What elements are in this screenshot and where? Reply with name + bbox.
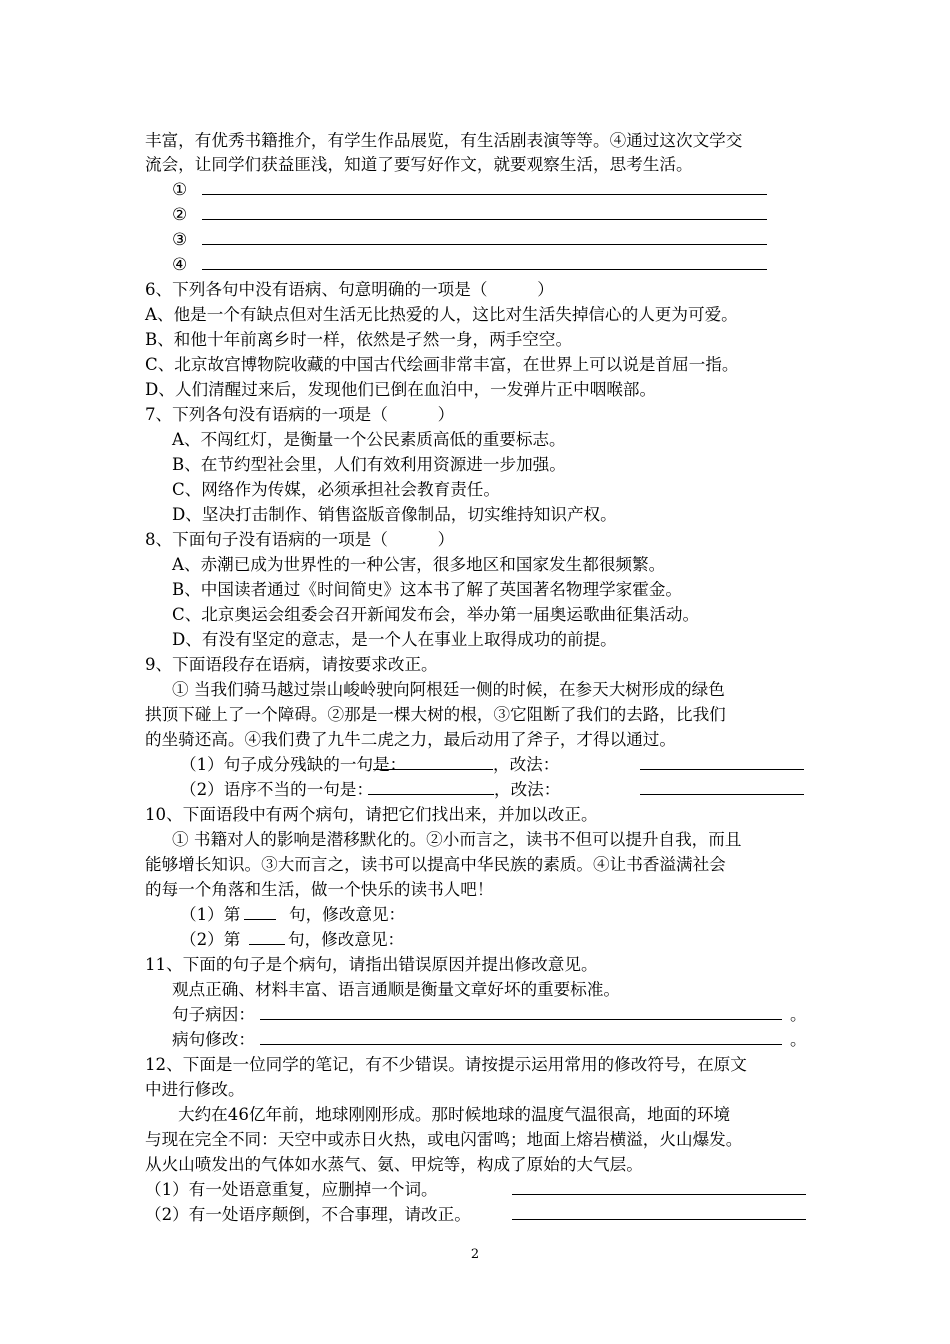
answer-blank[interactable] (640, 769, 804, 770)
answer-blank[interactable] (202, 269, 767, 270)
answer-number: ② (172, 205, 188, 225)
answer-blank[interactable] (202, 194, 767, 195)
prompt-label: 句，修改意见： (288, 930, 405, 949)
option-d: D、人们清醒过来后，发现他们已倒在血泊中，一发弹片正中咽喉部。 (145, 380, 657, 399)
text-line: 流会，让同学们获益匪浅，知道了要写好作文，就要观察生活，思考生活。 (145, 155, 693, 174)
answer-blank[interactable] (249, 944, 285, 945)
option-a: A、赤潮已成为世界性的一种公害，很多地区和国家发生都很频繁。 (172, 555, 666, 574)
question-6: 6、下列各句中没有语病、句意明确的一项是（ ） (145, 280, 554, 299)
answer-blank[interactable] (260, 1044, 782, 1045)
question-10: 10、下面语段中有两个病句，请把它们找出来，并加以改正。 (145, 805, 598, 824)
passage-line: 与现在完全不同：天空中或赤日火热，或电闪雷鸣；地面上熔岩横溢，火山爆发。 (145, 1130, 743, 1149)
option-b: B、和他十年前离乡时一样，依然是孑然一身，两手空空。 (145, 330, 573, 349)
question-7: 7、下列各句没有语病的一项是（ ） (145, 405, 455, 424)
prompt-label: （2）第 (180, 930, 241, 949)
option-b: B、中国读者通过《时间简史》这本书了解了英国著名物理学家霍金。 (172, 580, 683, 599)
passage-line: 的每一个角落和生活，做一个快乐的读书人吧！ (145, 880, 494, 899)
passage-line: 拱顶下碰上了一个障碍。②那是一棵大树的根，③它阻断了我们的去路，比我们 (145, 705, 726, 724)
page-number: 2 (470, 1247, 480, 1262)
passage-line: 大约在46亿年前，地球刚刚形成。那时候地球的温度气温很高，地面的环境 (178, 1105, 731, 1124)
prompt-label: ，改法： (494, 780, 561, 799)
answer-blank[interactable] (202, 219, 767, 220)
question-12-cont: 中进行修改。 (145, 1080, 245, 1099)
prompt-label: 句，修改意见： (289, 905, 406, 924)
passage-line: 的坐骑还高。④我们费了九牛二虎之力，最后动用了斧子，才得以通过。 (145, 730, 676, 749)
period-mark: 。 (790, 1030, 807, 1049)
prompt-label: 句子病因： (172, 1005, 255, 1024)
option-b: B、在节约型社会里，人们有效利用资源进一步加强。 (172, 455, 566, 474)
period-mark: 。 (790, 1005, 807, 1024)
option-c: C、北京奥运会组委会召开新闻发布会，举办第一届奥运歌曲征集活动。 (172, 605, 700, 624)
option-c: C、北京故宫博物院收藏的中国古代绘画非常丰富，在世界上可以说是首屈一指。 (145, 355, 739, 374)
prompt-label: ，改法： (493, 755, 560, 774)
answer-number: ④ (172, 255, 188, 275)
answer-blank[interactable] (202, 244, 767, 245)
passage-line: ① 书籍对人的影响是潜移默化的。②小而言之，读书不但可以提升自我，而且 (172, 830, 742, 849)
answer-number: ① (172, 180, 188, 200)
prompt-label: 病句修改： (172, 1030, 255, 1049)
answer-blank[interactable] (260, 1019, 782, 1020)
option-d: D、坚决打击制作、销售盗版音像制品，切实维持知识产权。 (172, 505, 617, 524)
question-11: 11、下面的句子是个病句，请指出错误原因并提出修改意见。 (145, 955, 598, 974)
text-line: 丰富，有优秀书籍推介，有学生作品展览，有生活剧表演等等。④通过这次文学交 (145, 131, 743, 150)
prompt-label: （2）语序不当的一句是： (180, 780, 374, 799)
answer-blank[interactable] (368, 794, 494, 795)
answer-blank[interactable] (512, 1219, 806, 1220)
option-a: A、不闯红灯，是衡量一个公民素质高低的重要标志。 (172, 430, 566, 449)
answer-blank[interactable] (244, 919, 276, 920)
question-8: 8、下面句子没有语病的一项是（ ） (145, 530, 455, 549)
option-c: C、网络作为传媒，必须承担社会教育责任。 (172, 480, 500, 499)
answer-blank[interactable] (512, 1194, 806, 1195)
prompt-label: （1）有一处语意重复，应删掉一个词。 (145, 1180, 438, 1199)
prompt-label: （1）第 (180, 905, 241, 924)
passage-line: 从火山喷发出的气体如水蒸气、氨、甲烷等，构成了原始的大气层。 (145, 1155, 643, 1174)
prompt-label: （2）有一处语序颠倒，不合事理，请改正。 (145, 1205, 471, 1224)
answer-number: ③ (172, 230, 188, 250)
answer-blank[interactable] (373, 769, 493, 770)
question-9: 9、下面语段存在语病，请按要求改正。 (145, 655, 438, 674)
answer-blank[interactable] (640, 794, 804, 795)
passage-line: 能够增长知识。③大而言之，读书可以提高中华民族的素质。④让书香溢满社会 (145, 855, 726, 874)
passage-line: ① 当我们骑马越过崇山峻岭驶向阿根廷一侧的时候，在参天大树形成的绿色 (172, 680, 725, 699)
question-12: 12、下面是一位同学的笔记，有不少错误。请按提示运用常用的修改符号，在原文 (145, 1055, 747, 1074)
option-d: D、有没有坚定的意志，是一个人在事业上取得成功的前提。 (172, 630, 617, 649)
option-a: A、他是一个有缺点但对生活无比热爱的人，这比对生活失掉信心的人更为可爱。 (145, 305, 738, 324)
prompt-label: （1）句子成分残缺的一句是： (180, 755, 407, 774)
sentence-line: 观点正确、材料丰富、语言通顺是衡量文章好坏的重要标准。 (172, 980, 621, 999)
